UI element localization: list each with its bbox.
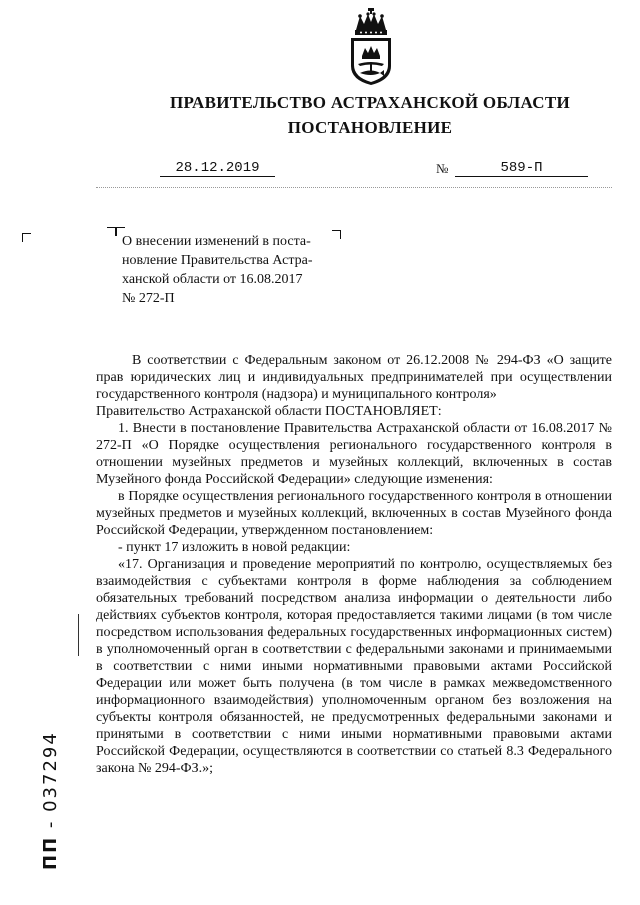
document-type: ПОСТАНОВЛЕНИЕ — [287, 118, 453, 137]
number-sign: № — [436, 161, 449, 176]
body-paragraph-resolves: Правительство Астраханской области ПОСТАНОВЛЯЕТ: — [96, 404, 442, 419]
body-paragraph-procedure: в Порядке осуществления регионального государственного контроля в отношении музейных предметов и музейных коллекций, включенных в состав Музейного фонда Российской Федерации, утвержденном постановлением: — [96, 489, 612, 538]
subject-line: № 272-П — [122, 291, 175, 306]
serial-digits: - 037294 — [40, 731, 61, 829]
serial-prefix: ПП — [40, 835, 61, 870]
body-paragraph-preamble: В соответствии с Федеральным законом от 26.12.2008 № 294-ФЗ «О защите прав юридических лиц и индивидуальных предпринимателей при осуществлении государственного контроля (надзора) и муниципального контроля» — [96, 353, 612, 402]
corner-mark-subject-a — [107, 227, 116, 236]
document-date: 28.12.2019 — [160, 160, 275, 177]
subject-line: ханской области от 16.08.2017 — [122, 272, 303, 287]
document-body — [96, 352, 612, 777]
organization-title: ПРАВИТЕЛЬСТВО АСТРАХАНСКОЙ ОБЛАСТИ — [170, 93, 570, 112]
body-paragraph-item-1: 1. Внести в постановление Правительства Астраханской области от 16.08.2017 № 272-П «О Порядке осуществления регионального государственного контроля в отношении музейных предметов и музейных коллекций, включенных в состав Музейного фонда Российской Федерации» следующие изменения: — [96, 421, 612, 487]
dotted-separator — [96, 187, 612, 188]
body-paragraph-point-17: «17. Организация и проведение мероприятий по контролю, осуществляемых без взаимодействия с субъектами контроля в форме наблюдения за соблюдением обязательных требований посредством анализа информации о деятельности либо действиях субъектов контроля, которая предоставляется такими лицами (в том числе посредством использования федеральных государственных информационных систем) в уполномоченный орган в соответствии с федеральными законами и принимаемыми в соответствии с ними иными нормативными правовыми актами Российской Федерации или может быть получена (в том числе в рамках межведомственного информационного взаимодействия) уполномоченным органом без возложения на субъекты контроля обязанностей, не предусмотренных федеральными законами и принятыми в соответствии с ними иными нормативными правовыми актами Российской Федерации, осуществляются в соответствии со статьей 8.3 Федерального закона № 294-ФЗ.»; — [96, 557, 612, 776]
document-subject — [122, 232, 347, 308]
coat-of-arms-emblem — [346, 8, 396, 86]
document-number: 589-П — [455, 160, 588, 177]
serial-number — [40, 731, 61, 870]
subject-line: новление Правительства Астра- — [122, 253, 313, 268]
corner-mark-left — [22, 233, 31, 242]
margin-line — [78, 614, 79, 656]
body-paragraph-clause: - пункт 17 изложить в новой редакции: — [118, 540, 351, 555]
subject-line: О внесении изменений в поста- — [122, 234, 311, 249]
